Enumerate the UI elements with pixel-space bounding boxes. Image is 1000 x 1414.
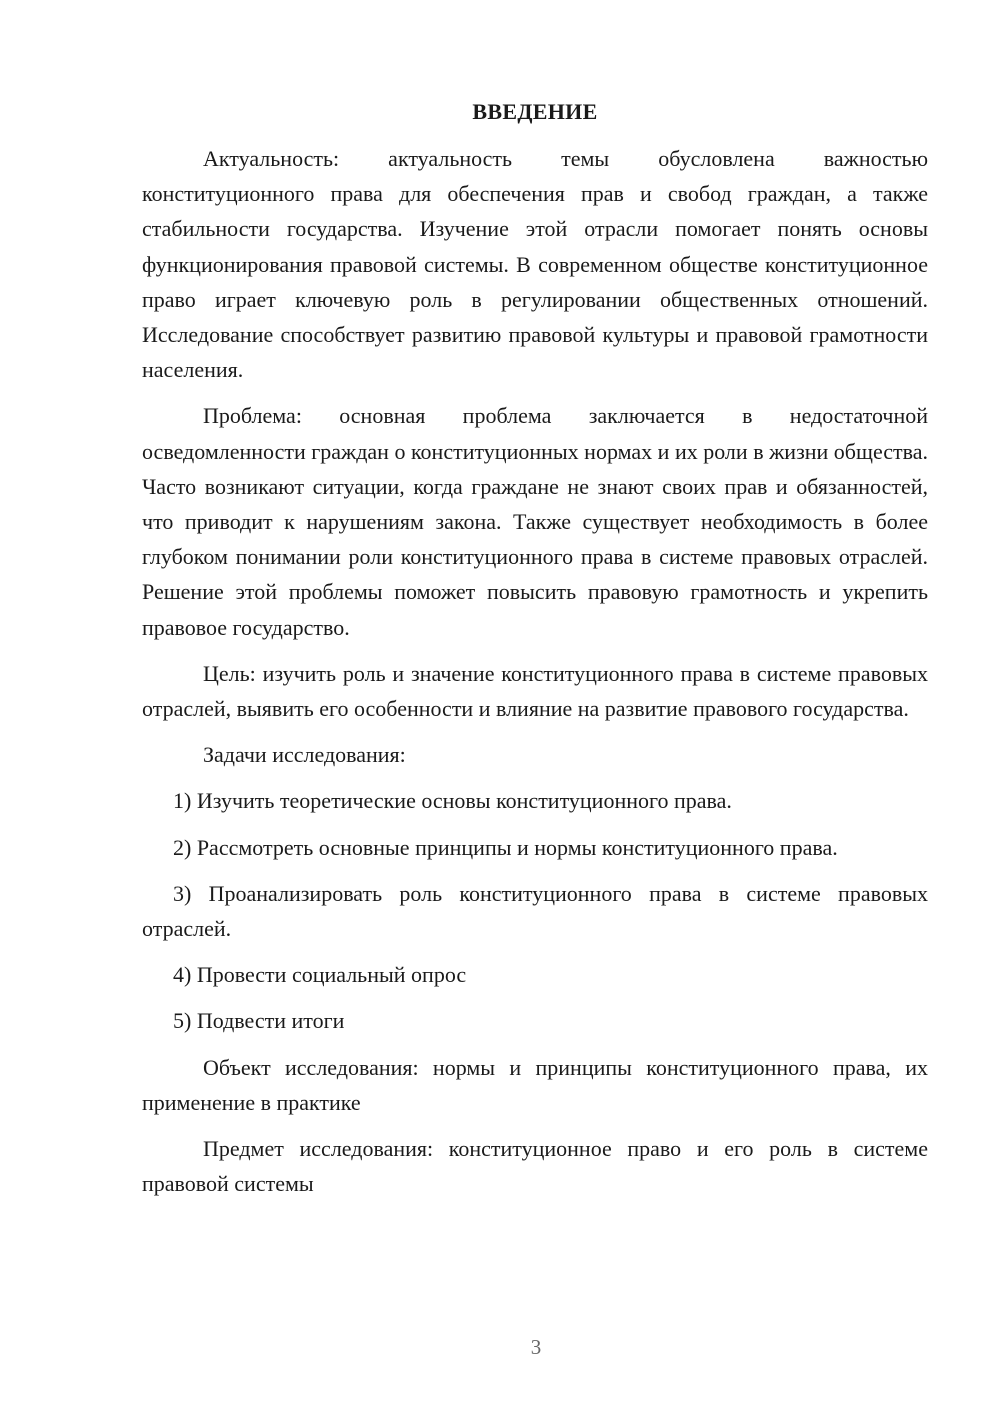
page-title: ВВЕДЕНИЕ	[472, 99, 598, 124]
paragraph-problem: Проблема: основная проблема заключается в недостаточной осведомленности граждан о конституционных нормах и их роли в жизни общества. Часто возникают ситуации, когда граждане не знают своих прав и обязанностей, что приводит к нарушениям закона. Также существует необходимость в более глубоком понимании роли конституционного права в системе правовых отраслей. Решение этой проблемы поможет повысить правовую грамотность и укрепить правовое государство.	[142, 403, 928, 640]
task-item-1: 1) Изучить теоретические основы конституционного права.	[173, 788, 732, 814]
task-item-4: 4) Провести социальный опрос	[173, 962, 467, 988]
paragraph-subject: Предмет исследования: конституционное право и его роль в системе правовой системы	[142, 1136, 928, 1197]
task-item-3: 3) Проанализировать роль конституционного права в системе правовых отраслей.	[142, 880, 928, 942]
task-item-2: 2) Рассмотреть основные принципы и нормы конституционного права.	[173, 834, 838, 860]
paragraph-goal: Цель: изучить роль и значение конституционного права в системе правовых отраслей, выявить его особенности и влияние на развитие правового государства.	[142, 660, 928, 722]
paragraph-tasks-heading: Задачи исследования:	[203, 742, 406, 768]
page-number: 3	[530, 1335, 542, 1359]
document-body	[142, 141, 928, 1212]
paragraph-relevance: Актуальность: актуальность темы обусловлена важностью конституционного права для обеспечения прав и свобод граждан, а также стабильности государства. Изучение этой отрасли помогает понять основы функционирования правовой системы. В современном обществе конституционное право играет ключевую роль в регулировании общественных отношений. Исследование способствует развитию правовой культуры и правовой грамотности населения.	[142, 146, 928, 383]
task-item-5: 5) Подвести итоги	[173, 1008, 345, 1034]
paragraph-object: Объект исследования: нормы и принципы конституционного права, их применение в практике	[142, 1054, 928, 1115]
